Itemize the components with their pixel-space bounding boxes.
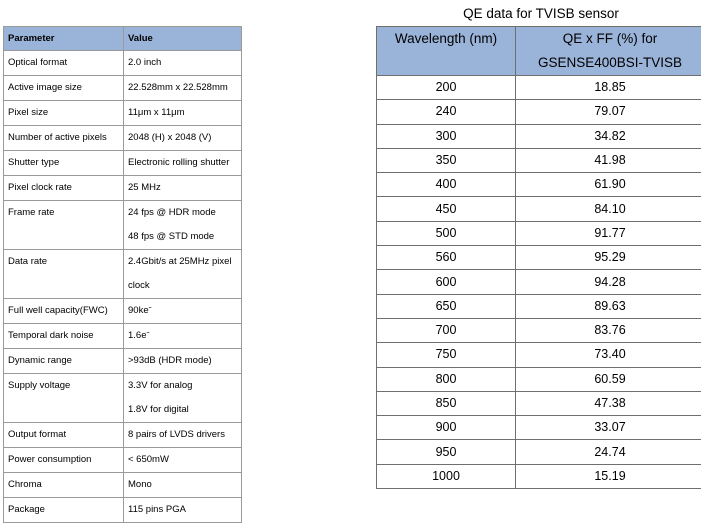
- spec-value-line: 90keˉ: [128, 299, 237, 323]
- spec-value-cell: [124, 349, 242, 374]
- spec-value-cell: [124, 473, 242, 498]
- qe-value-cell: 15.19: [516, 464, 701, 488]
- spec-value-cell: [124, 126, 242, 151]
- spec-param-cell: Pixel size: [4, 101, 124, 126]
- spec-value-line: 2048 (H) x 2048 (V): [128, 126, 237, 150]
- spec-value-cell: [124, 101, 242, 126]
- spec-value-line: 22.528mm x 22.528mm: [128, 76, 237, 100]
- qe-value-cell: 91.77: [516, 221, 701, 245]
- spec-param-cell: Active image size: [4, 76, 124, 101]
- spec-row: [4, 51, 242, 76]
- qe-row: [377, 148, 701, 172]
- spec-row: [4, 201, 242, 250]
- spec-row: [4, 101, 242, 126]
- qe-header-qe: [516, 27, 701, 76]
- qe-value-cell: 73.40: [516, 343, 701, 367]
- qe-row: [377, 416, 701, 440]
- spec-row: [4, 126, 242, 151]
- spec-row: [4, 349, 242, 374]
- spec-header-value: Value: [124, 27, 242, 51]
- qe-table: [376, 26, 701, 489]
- spec-param-cell: Full well capacity(FWC): [4, 299, 124, 324]
- qe-wavelength-cell: 800: [377, 367, 516, 391]
- qe-value-cell: 89.63: [516, 294, 701, 318]
- qe-header-qe-line1: QE x FF (%) for: [516, 27, 701, 51]
- qe-wavelength-cell: 650: [377, 294, 516, 318]
- qe-row: [377, 440, 701, 464]
- spec-value-line: clock: [128, 274, 237, 298]
- spec-value-line: >93dB (HDR mode): [128, 349, 237, 373]
- qe-wavelength-cell: 600: [377, 270, 516, 294]
- spec-row: [4, 176, 242, 201]
- qe-wavelength-cell: 350: [377, 148, 516, 172]
- qe-wavelength-cell: 1000: [377, 464, 516, 488]
- spec-row: [4, 448, 242, 473]
- qe-row: [377, 318, 701, 342]
- spec-value-line: Mono: [128, 473, 237, 497]
- qe-value-cell: 60.59: [516, 367, 701, 391]
- spec-value-line: 115 pins PGA: [128, 498, 237, 522]
- spec-row: [4, 473, 242, 498]
- spec-table: [3, 26, 242, 523]
- spec-value-cell: [124, 448, 242, 473]
- spec-row: [4, 76, 242, 101]
- spec-value-cell: [124, 324, 242, 349]
- qe-row: [377, 367, 701, 391]
- qe-value-cell: 47.38: [516, 391, 701, 415]
- spec-param-cell: Supply voltage: [4, 374, 124, 423]
- spec-param-cell: Chroma: [4, 473, 124, 498]
- qe-row: [377, 464, 701, 488]
- qe-header-wavelength: Wavelength (nm): [377, 27, 516, 76]
- spec-value-cell: [124, 299, 242, 324]
- spec-value-cell: [124, 201, 242, 250]
- qe-value-cell: 94.28: [516, 270, 701, 294]
- qe-wavelength-cell: 750: [377, 343, 516, 367]
- qe-value-cell: 83.76: [516, 318, 701, 342]
- spec-header-row: [4, 27, 242, 51]
- qe-row: [377, 270, 701, 294]
- spec-value-cell: [124, 498, 242, 523]
- spec-param-cell: Shutter type: [4, 151, 124, 176]
- spec-row: [4, 374, 242, 423]
- spec-param-cell: Dynamic range: [4, 349, 124, 374]
- qe-header-row: [377, 27, 701, 76]
- spec-value-cell: [124, 176, 242, 201]
- spec-value-line: 2.0 inch: [128, 51, 237, 75]
- spec-value-line: 25 MHz: [128, 176, 237, 200]
- qe-row: [377, 343, 701, 367]
- qe-wavelength-cell: 450: [377, 197, 516, 221]
- qe-wavelength-cell: 240: [377, 100, 516, 124]
- spec-row: [4, 299, 242, 324]
- qe-row: [377, 391, 701, 415]
- qe-table-title: QE data for TVISB sensor: [376, 4, 701, 24]
- qe-value-cell: 84.10: [516, 197, 701, 221]
- qe-value-cell: 33.07: [516, 416, 701, 440]
- spec-row: [4, 498, 242, 523]
- qe-row: [377, 100, 701, 124]
- spec-value-cell: [124, 250, 242, 299]
- spec-row: [4, 423, 242, 448]
- spec-row: [4, 151, 242, 176]
- qe-value-cell: 24.74: [516, 440, 701, 464]
- spec-param-cell: Pixel clock rate: [4, 176, 124, 201]
- spec-row: [4, 324, 242, 349]
- qe-row: [377, 221, 701, 245]
- spec-header-parameter: Parameter: [4, 27, 124, 51]
- qe-wavelength-cell: 500: [377, 221, 516, 245]
- spec-param-cell: Frame rate: [4, 201, 124, 250]
- spec-param-cell: Output format: [4, 423, 124, 448]
- qe-wavelength-cell: 560: [377, 246, 516, 270]
- qe-value-cell: 18.85: [516, 76, 701, 100]
- spec-param-cell: Data rate: [4, 250, 124, 299]
- spec-value-line: 3.3V for analog: [128, 374, 237, 398]
- spec-value-line: 2.4Gbit/s at 25MHz pixel: [128, 250, 237, 274]
- qe-table-body: [377, 76, 701, 489]
- qe-value-cell: 61.90: [516, 173, 701, 197]
- spec-value-line: 8 pairs of LVDS drivers: [128, 423, 237, 447]
- qe-row: [377, 246, 701, 270]
- qe-value-cell: 95.29: [516, 246, 701, 270]
- spec-value-line: 1.6eˉ: [128, 324, 237, 348]
- qe-row: [377, 197, 701, 221]
- spec-value-cell: [124, 151, 242, 176]
- qe-wavelength-cell: 400: [377, 173, 516, 197]
- spec-param-cell: Optical format: [4, 51, 124, 76]
- spec-value-cell: [124, 423, 242, 448]
- spec-value-line: 48 fps @ STD mode: [128, 225, 237, 249]
- spec-param-cell: Power consumption: [4, 448, 124, 473]
- spec-value-line: 1.8V for digital: [128, 398, 237, 422]
- qe-wavelength-cell: 200: [377, 76, 516, 100]
- qe-row: [377, 294, 701, 318]
- qe-header-qe-line2: GSENSE400BSI-TVISB: [516, 51, 701, 75]
- qe-row: [377, 173, 701, 197]
- spec-value-cell: [124, 374, 242, 423]
- spec-table-body: [4, 51, 242, 523]
- qe-value-cell: 41.98: [516, 148, 701, 172]
- qe-row: [377, 124, 701, 148]
- spec-value-line: 11μm x 11μm: [128, 101, 237, 125]
- qe-wavelength-cell: 900: [377, 416, 516, 440]
- qe-wavelength-cell: 850: [377, 391, 516, 415]
- spec-param-cell: Temporal dark noise: [4, 324, 124, 349]
- spec-row: [4, 250, 242, 299]
- qe-wavelength-cell: 700: [377, 318, 516, 342]
- spec-value-cell: [124, 76, 242, 101]
- spec-value-line: Electronic rolling shutter: [128, 151, 237, 175]
- spec-value-line: 24 fps @ HDR mode: [128, 201, 237, 225]
- qe-row: [377, 76, 701, 100]
- spec-param-cell: Number of active pixels: [4, 126, 124, 151]
- spec-param-cell: Package: [4, 498, 124, 523]
- qe-wavelength-cell: 300: [377, 124, 516, 148]
- spec-value-line: < 650mW: [128, 448, 237, 472]
- qe-wavelength-cell: 950: [377, 440, 516, 464]
- spec-value-cell: [124, 51, 242, 76]
- qe-value-cell: 79.07: [516, 100, 701, 124]
- qe-value-cell: 34.82: [516, 124, 701, 148]
